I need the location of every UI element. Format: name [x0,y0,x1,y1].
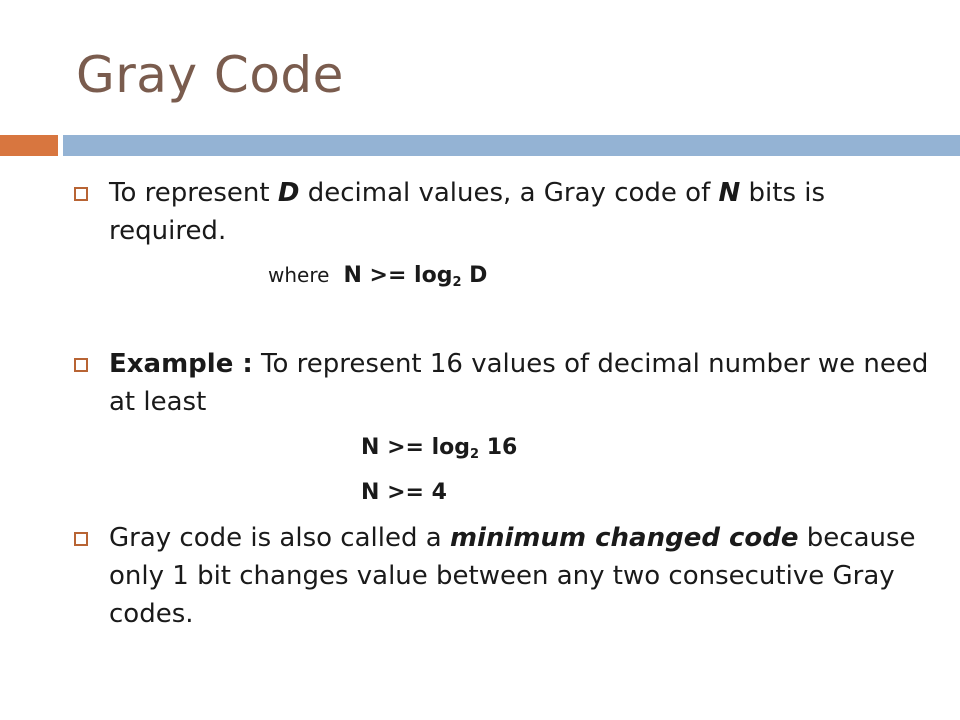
bullet-square-icon [74,532,88,546]
bullet-text-1: To represent D decimal values, a Gray code of N bits is required. [109,178,826,246]
accent-bar-orange [0,135,58,156]
bullet-square-icon [74,358,88,372]
formula-where: where $N >= \log_2 D$ [268,263,488,290]
bullet-square-icon [74,187,88,201]
bullet-text-2: Example : To represent 16 values of decimal number we need at least [109,349,929,417]
formula-result: N >= 4 [361,480,447,505]
slide-title: Gray Code [76,46,344,104]
formula-log16: $N >= \log_2 16$ [361,435,518,462]
bullet-text-3: Gray code is also called a minimum changed code because only 1 bit changes value between any two consecutive Gray codes. [109,523,916,629]
accent-bar-blue [63,135,960,156]
